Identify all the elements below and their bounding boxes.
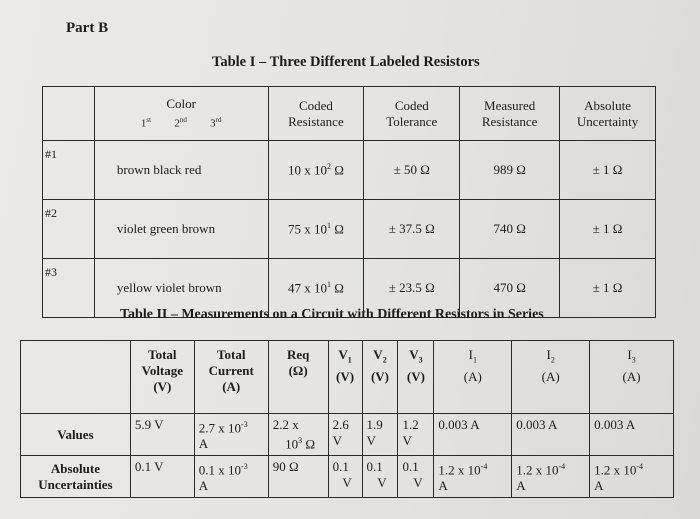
values-label: Values [21, 414, 131, 456]
uncert-total-current: 0.1 x $10^{-3}$ A [194, 456, 268, 498]
table1-header-coded-resistance: Coded Resistance [268, 87, 364, 141]
header-total-voltage: Total Voltage (V) [130, 341, 194, 414]
band-2nd: 2nd [174, 115, 187, 130]
value-i3: 0.003 A [590, 414, 674, 456]
uncert-total-voltage: 0.1 V [130, 456, 194, 498]
table-row [43, 200, 656, 259]
measured-resistance: 470 Ω [460, 259, 560, 318]
value-total-current: 2.7 x $10^{-3}$ A [194, 414, 268, 456]
color-bands: violet green brown [94, 200, 268, 259]
value-i2: 0.003 A [512, 414, 590, 456]
header-i3: $I_3$ (A) [590, 341, 674, 414]
table2-header-blank [21, 341, 131, 414]
value-v2: 1.9 V [362, 414, 398, 456]
row-number: #1 [43, 141, 95, 200]
uncertainties-label: Absolute Uncertainties [21, 456, 131, 498]
table1-header-num [43, 87, 95, 141]
absolute-uncertainty: ± 1 Ω [560, 141, 656, 200]
value-i1: 0.003 A [434, 414, 512, 456]
coded-resistance: 75 x $10^1$ Ω [268, 200, 364, 259]
measured-resistance: 740 Ω [460, 200, 560, 259]
value-req: 2.2 x $10^3$ Ω [268, 414, 328, 456]
table-row [21, 414, 674, 456]
coded-tolerance: ± 23.5 Ω [364, 259, 460, 318]
header-v1: $V_1$ (V) [328, 341, 362, 414]
uncert-v2: 0.1 V [362, 456, 398, 498]
table2-header-row [21, 341, 674, 414]
table1-header-absolute-uncertainty: Absolute Uncertainty [560, 87, 656, 141]
color-band-order [95, 112, 268, 132]
uncert-v3: 0.1 V [398, 456, 434, 498]
table1-header-row [43, 87, 656, 141]
uncert-req: 90 Ω [268, 456, 328, 498]
band-3rd: 3rd [210, 115, 222, 130]
table-row [21, 456, 674, 498]
uncert-i1: 1.2 x $10^{-4}$ A [434, 456, 512, 498]
absolute-uncertainty: ± 1 Ω [560, 259, 656, 318]
header-v2: $V_2$ (V) [362, 341, 398, 414]
value-v3: 1.2 V [398, 414, 434, 456]
header-total-current: Total Current (A) [194, 341, 268, 414]
coded-tolerance: ± 50 Ω [364, 141, 460, 200]
row-number: #3 [43, 259, 95, 318]
header-v3: $V_3$ (V) [398, 341, 434, 414]
table1-header-color [94, 87, 268, 141]
absolute-uncertainty: ± 1 Ω [560, 200, 656, 259]
value-total-voltage: 5.9 V [130, 414, 194, 456]
part-label: Part B [66, 20, 109, 36]
table1-header-measured-resistance: Measured Resistance [460, 87, 560, 141]
measured-resistance: 989 Ω [460, 141, 560, 200]
table-row [43, 141, 656, 200]
coded-resistance: 47 x $10^1$ Ω [268, 259, 364, 318]
header-i2: $I_2$ (A) [512, 341, 590, 414]
band-1st: 1st [140, 115, 152, 130]
row-number: #2 [43, 200, 95, 259]
uncert-i3: 1.2 x $10^{-4}$ A [590, 456, 674, 498]
header-req: Req (Ω) [268, 341, 328, 414]
header-i1: $I_1$ (A) [434, 341, 512, 414]
uncert-v1: 0.1 V [328, 456, 362, 498]
color-bands: brown black red [94, 141, 268, 200]
coded-tolerance: ± 37.5 Ω [364, 200, 460, 259]
resistor-table [42, 86, 656, 318]
table1-header-coded-tolerance: Coded Tolerance [364, 87, 460, 141]
uncert-i2: 1.2 x $10^{-4}$ A [512, 456, 590, 498]
table2-title: Table II – Measurements on a Circuit with Different Resistors in Series [120, 307, 544, 322]
value-v1: 2.6 V [328, 414, 362, 456]
color-bands: yellow violet brown [94, 259, 268, 318]
series-circuit-table [20, 340, 674, 498]
color-header-label: Color [166, 95, 196, 111]
coded-resistance: 10 x $10^2$ Ω [268, 141, 364, 200]
table1-title: Table I – Three Different Labeled Resistors [212, 54, 480, 70]
